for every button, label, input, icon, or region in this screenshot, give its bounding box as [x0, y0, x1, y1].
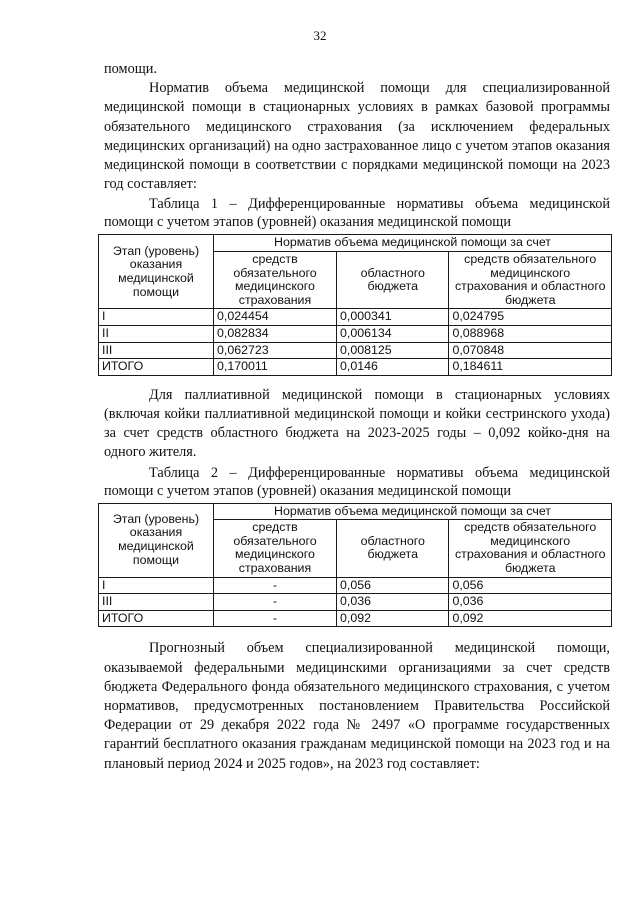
table-1-group-header: Норматив объема медицинской помощи за счет: [214, 235, 612, 252]
table-2-group-header: Норматив объема медицинской помощи за счет: [214, 503, 612, 520]
intro-fragment: помощи.: [104, 61, 157, 77]
omi-value-cell: -: [214, 594, 337, 611]
stage-cell: I: [99, 577, 214, 594]
omi-value-cell: 0,082834: [214, 325, 337, 342]
regional-budget-value-cell: 0,036: [336, 594, 448, 611]
total-value-cell: 0,056: [449, 577, 612, 594]
regional-budget-value-cell: 0,0146: [336, 359, 448, 376]
paragraph-1: Норматив объема медицинской помощи для специализированной медицинской помощи в стационарных условиях в рамках базовой программы обязательного медицинского страхования (за исключением федеральных медицинских организаций) на одно застрахованное лицо с учетом этапов оказания медицинской помощи в соответствии с порядками медицинской помощи на 2023 год составляет:: [104, 80, 610, 193]
table-2-col-b-header: областного бюджета: [336, 520, 448, 577]
omi-value-cell: 0,024454: [214, 309, 337, 326]
regional-budget-value-cell: 0,092: [336, 610, 448, 627]
stage-cell: ИТОГО: [99, 359, 214, 376]
stage-cell: I: [99, 309, 214, 326]
table-2-header-row: [99, 503, 612, 520]
table-row-total: [99, 359, 612, 376]
paragraph-3: Прогнозный объем специализированной медицинской помощи, оказываемой федеральными медицинскими организациями за счет средств бюджета Федерального фонда обязательного медицинского страхования, с учетом нормативов, предусмотренных постановлением Правительства Российской Федерации от 29 декабря 2022 года № 2497 «О программе государственных гарантий бесплатного оказания гражданам медицинской помощи на 2023 год и на плановый период 2024 и 2025 годов», на 2023 год составляет:: [104, 640, 610, 772]
table-row-total: [99, 610, 612, 627]
table-row: [99, 342, 612, 359]
stage-cell: II: [99, 325, 214, 342]
total-value-cell: 0,070848: [449, 342, 612, 359]
omi-value-cell: 0,062723: [214, 342, 337, 359]
table-row: [99, 577, 612, 594]
stage-cell: ИТОГО: [99, 610, 214, 627]
total-value-cell: 0,184611: [449, 359, 612, 376]
table-1-stage-header: Этап (уровень) оказания медицинской помощи: [99, 235, 214, 309]
regional-budget-value-cell: 0,000341: [336, 309, 448, 326]
table-1-header-row: [99, 235, 612, 252]
table-2-caption: Таблица 2 – Дифференцированные нормативы объема медицинской помощи с учетом этапов (уровней) оказания медицинской помощи: [104, 464, 610, 499]
table-2: [98, 503, 612, 628]
stage-cell: III: [99, 342, 214, 359]
table-2-col-c-header: средств обязательного медицинского страхования и областного бюджета: [449, 520, 612, 577]
regional-budget-value-cell: 0,056: [336, 577, 448, 594]
regional-budget-value-cell: 0,006134: [336, 325, 448, 342]
total-value-cell: 0,088968: [449, 325, 612, 342]
table-1-col-a-header: средств обязательного медицинского страхования: [214, 252, 337, 309]
omi-value-cell: -: [214, 577, 337, 594]
table-row: [99, 309, 612, 326]
omi-value-cell: 0,170011: [214, 359, 337, 376]
regional-budget-value-cell: 0,008125: [336, 342, 448, 359]
page-number: 32: [313, 28, 327, 43]
table-row: [99, 325, 612, 342]
table-1: [98, 234, 612, 375]
document-body: [104, 60, 610, 774]
table-2-col-a-header: средств обязательного медицинского страхования: [214, 520, 337, 577]
total-value-cell: 0,024795: [449, 309, 612, 326]
table-1-caption: Таблица 1 – Дифференцированные нормативы объема медицинской помощи с учетом этапов (уровней) оказания медицинской помощи: [104, 196, 610, 231]
paragraph-2: Для паллиативной медицинской помощи в стационарных условиях (включая койки паллиативной медицинской помощи и койки сестринского ухода) за счет средств областного бюджета на 2023-2025 годы – 0,092 койко-дня на одного жителя.: [104, 386, 610, 461]
table-row: [99, 594, 612, 611]
table-1-col-c-header: средств обязательного медицинского страхования и областного бюджета: [449, 252, 612, 309]
stage-cell: III: [99, 594, 214, 611]
omi-value-cell: -: [214, 610, 337, 627]
total-value-cell: 0,036: [449, 594, 612, 611]
table-1-col-b-header: областного бюджета: [336, 252, 448, 309]
table-2-stage-header: Этап (уровень) оказания медицинской помощи: [99, 503, 214, 577]
total-value-cell: 0,092: [449, 610, 612, 627]
